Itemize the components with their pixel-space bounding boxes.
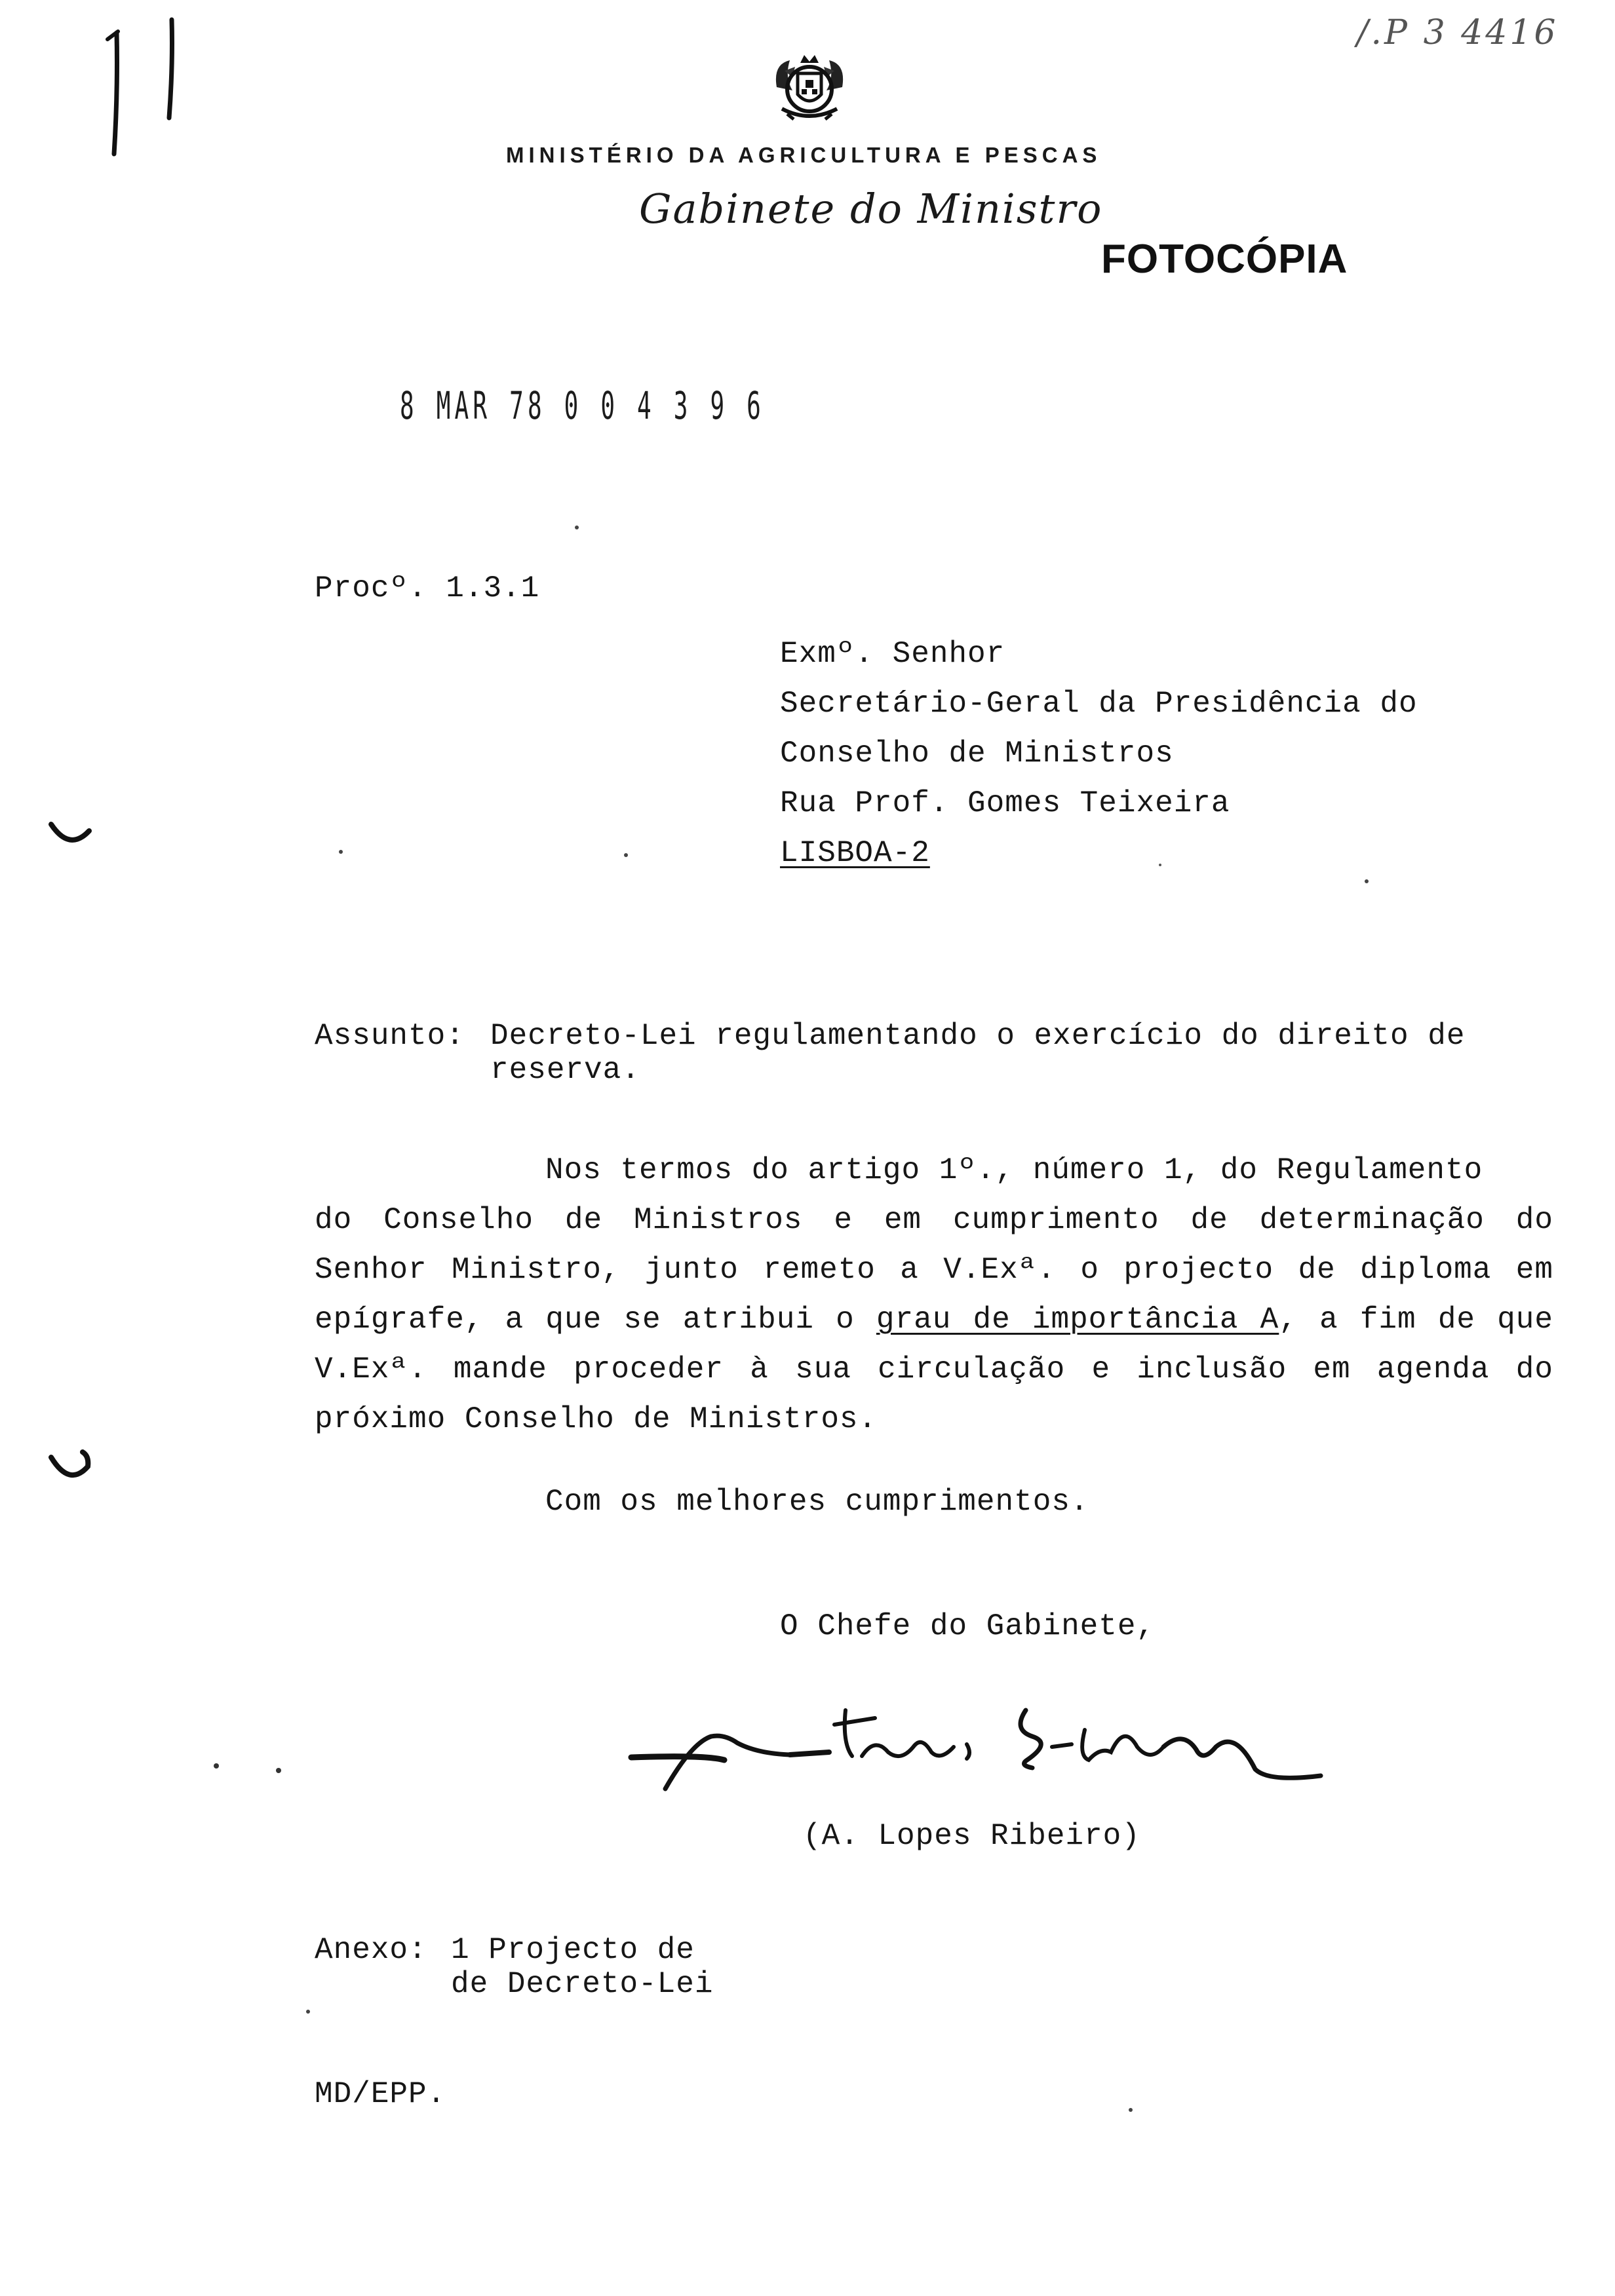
typist-reference: MD/EPP. bbox=[315, 2077, 446, 2111]
addressee-line-1: Secretário-Geral da Presidência do bbox=[780, 687, 1418, 721]
photocopy-stamp: FOTOCÓPIA bbox=[1101, 237, 1348, 282]
body-line-6: próximo Conselho de Ministros. bbox=[315, 1402, 878, 1436]
office-header: Gabinete do Ministro bbox=[639, 185, 1103, 233]
body-line-4-end: , a fim de que bbox=[1279, 1303, 1554, 1337]
reference-handwriting: /.P 3 4416 bbox=[1357, 13, 1559, 52]
addressee-city: LISBOA-2 bbox=[780, 836, 930, 870]
signer-title: O Chefe do Gabinete, bbox=[780, 1609, 1156, 1643]
body-line-5: V.Exª. mande proceder à sua circulação e inclusão em agenda do bbox=[315, 1352, 1553, 1387]
annex-line-2: de Decreto-Lei bbox=[451, 1967, 714, 2001]
annex-label: Anexo: bbox=[315, 1933, 427, 1967]
addressee-street: Rua Prof. Gomes Teixeira bbox=[780, 786, 1230, 820]
body-line-4-start: epígrafe, a que se atribui o bbox=[315, 1303, 876, 1337]
importance-grade: grau de importância A bbox=[876, 1303, 1279, 1337]
process-number: Procº. 1.3.1 bbox=[315, 571, 540, 605]
addressee-line-2: Conselho de Ministros bbox=[780, 737, 1174, 771]
subject-line-1: Decreto-Lei regulamentando o exercício do direito de bbox=[490, 1019, 1466, 1053]
body-line-3: Senhor Ministro, junto remeto a V.Exª. o projecto de diploma em bbox=[315, 1253, 1553, 1287]
addressee-salutation: Exmº. Senhor bbox=[780, 637, 1005, 671]
subject-line-2: reserva. bbox=[490, 1053, 640, 1087]
subject-label: Assunto: bbox=[315, 1019, 465, 1053]
body-line-2: do Conselho de Ministros e em cumprimento de determinação do bbox=[315, 1203, 1553, 1237]
body-line-1: Nos termos do artigo 1º., número 1, do Regulamento bbox=[545, 1153, 1483, 1187]
annex-line-1: 1 Projecto de bbox=[451, 1933, 695, 1967]
registry-date-stamp: 8 MAR 78 0 0 4 3 9 6 bbox=[400, 383, 766, 428]
closing-greeting: Com os melhores cumprimentos. bbox=[545, 1485, 1089, 1519]
ministry-header: MINISTÉRIO DA AGRICULTURA E PESCAS bbox=[506, 143, 1102, 167]
signer-name: (A. Lopes Ribeiro) bbox=[803, 1819, 1140, 1853]
